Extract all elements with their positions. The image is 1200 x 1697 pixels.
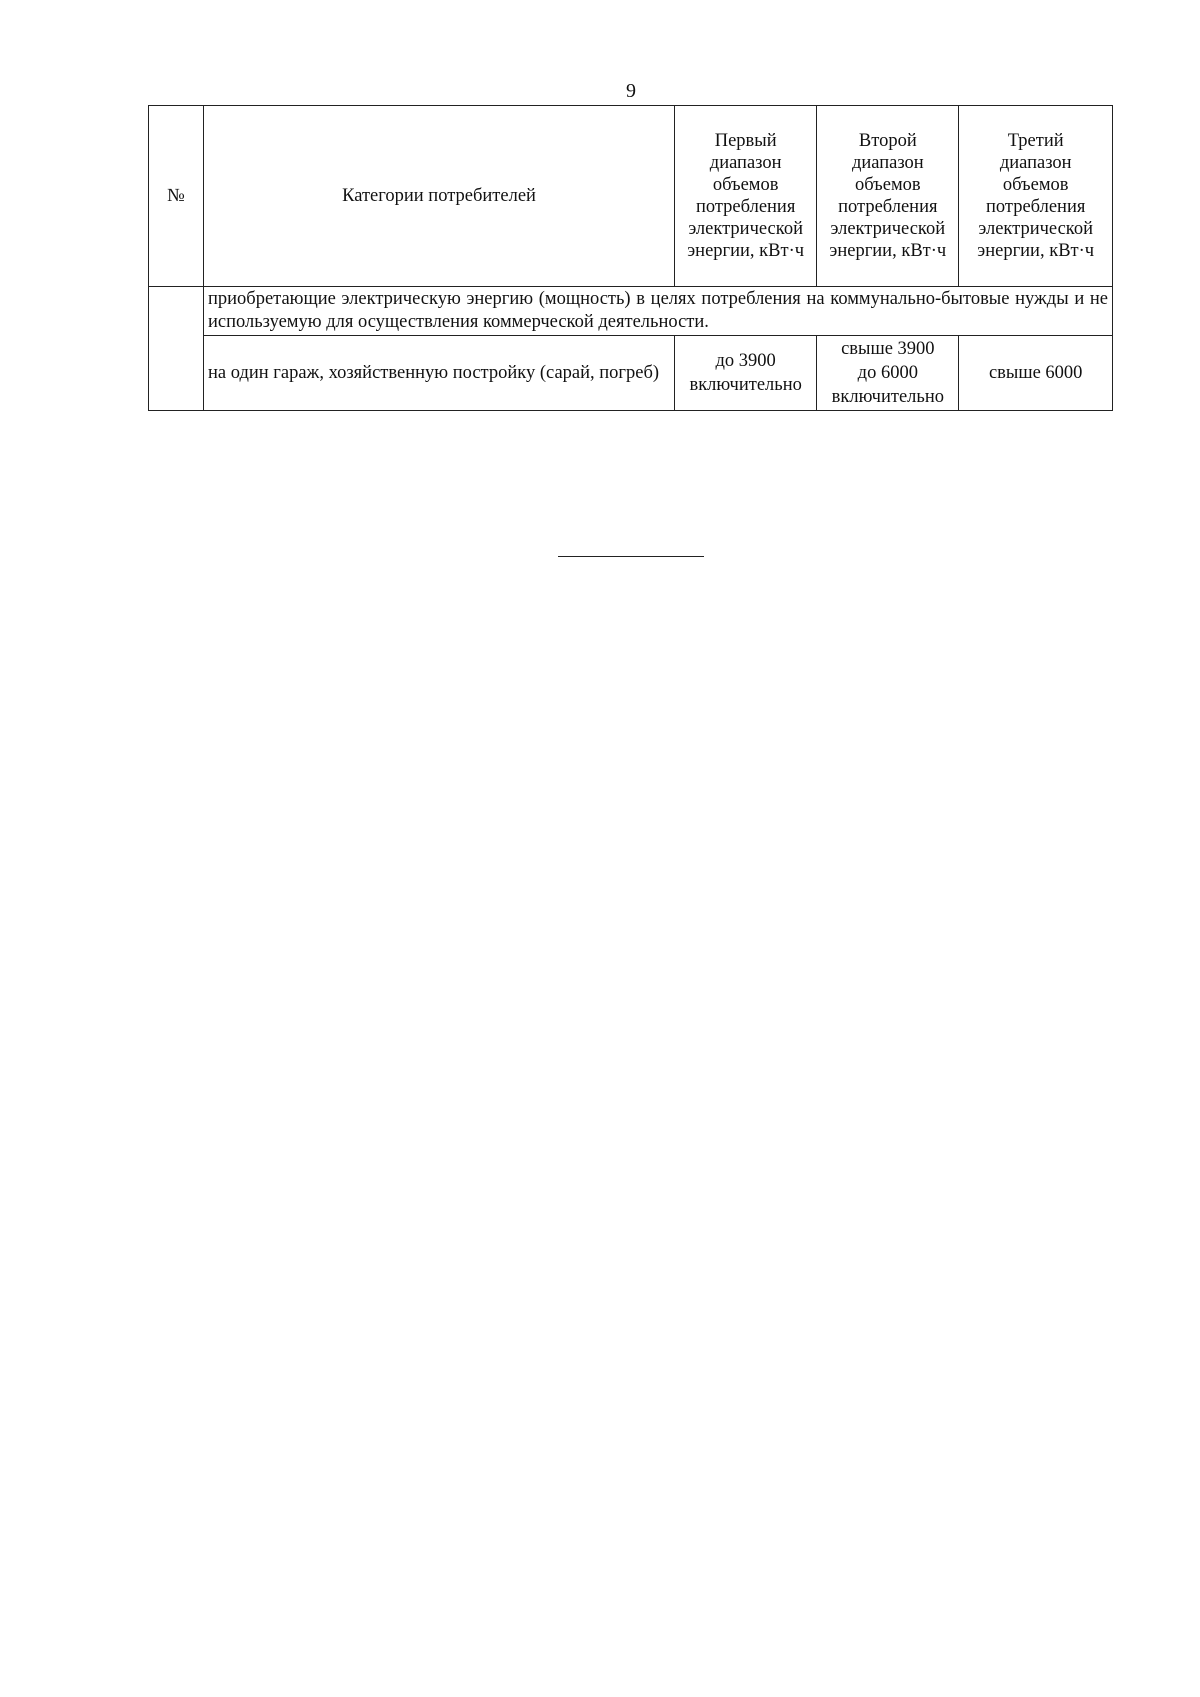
header-range-3-text: Третий диапазон объемов потребления электрической энергии, кВт·ч — [977, 131, 1095, 261]
range-2-value-line: включительно — [831, 387, 945, 407]
end-of-document-rule — [558, 556, 704, 557]
category-cell: на один гараж, хозяйственную постройку (сарай, погреб) — [203, 336, 674, 411]
row-number-cell — [149, 287, 204, 411]
header-number: № — [149, 106, 204, 287]
header-range-3 — [959, 106, 1113, 287]
table-row — [149, 336, 1113, 411]
range-3-value: свыше 6000 — [959, 336, 1113, 411]
category-note: приобретающие электрическую энергию (мощность) в целях потребления на коммунально-бытовые нужды и не используемую для осуществления коммерческой деятельности. — [203, 287, 1112, 336]
range-2-value-line: до 6000 — [857, 363, 918, 383]
header-range-1 — [675, 106, 817, 287]
page-number: 9 — [626, 80, 636, 102]
header-range-2-text: Второй диапазон объемов потребления электрической энергии, кВт·ч — [829, 131, 947, 261]
header-range-1-text: Первый диапазон объемов потребления электрической энергии, кВт·ч — [687, 131, 805, 261]
header-range-2 — [817, 106, 959, 287]
tariff-table — [148, 105, 1113, 411]
table-row — [149, 287, 1113, 336]
range-1-value — [675, 336, 817, 411]
range-1-value-line: до 3900 — [715, 351, 776, 371]
header-category: Категории потребителей — [203, 106, 674, 287]
range-2-value-line: свыше 3900 — [841, 339, 935, 359]
range-1-value-line: включительно — [689, 375, 802, 395]
range-2-value — [817, 336, 959, 411]
table-header-row — [149, 106, 1113, 287]
